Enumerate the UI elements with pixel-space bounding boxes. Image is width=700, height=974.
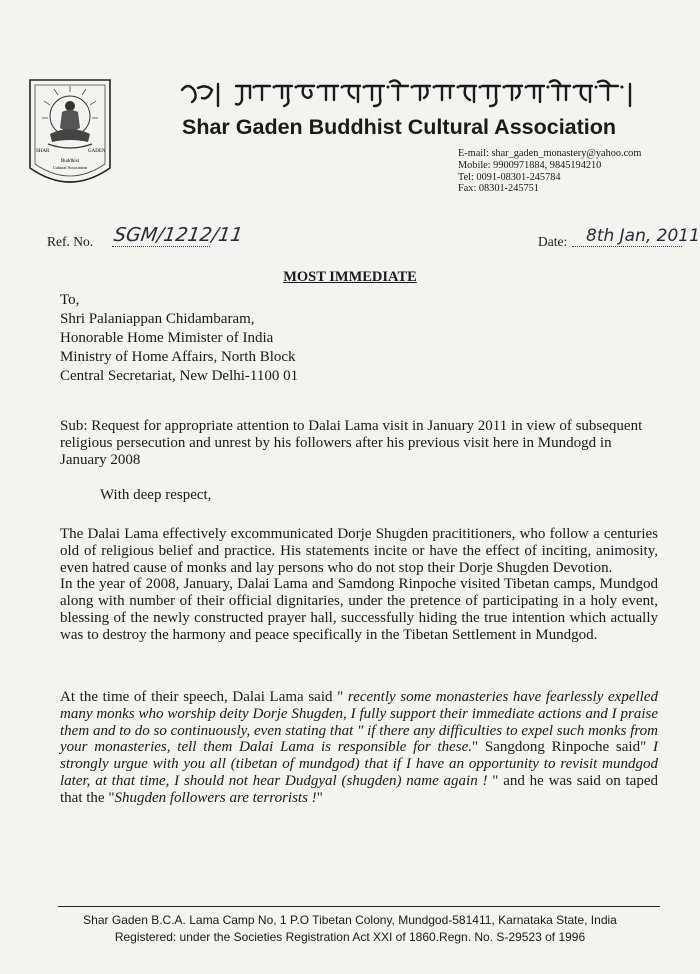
address-line: To, <box>60 292 80 308</box>
letter-heading <box>0 269 700 286</box>
address-line: Ministry of Home Affairs, North Block <box>60 349 296 365</box>
recipient-address <box>60 291 298 386</box>
body-paragraph-1 <box>60 526 658 644</box>
quote-text: " and he was said on taped that the " <box>60 772 658 806</box>
contact-email: E-mail: shar_gaden_monastery@yahoo.com <box>458 148 642 159</box>
greeting: With deep respect, <box>100 487 212 503</box>
footer-registration: Registered: under the Societies Registration Act XXI of 1860.Regn. No. S-29523 of 1996 <box>114 930 586 944</box>
address-line: Honorable Home Mimister of India <box>60 330 274 346</box>
date-label: Date: <box>538 234 568 249</box>
quote-text: At the time of their speech, Dalai Lama said " <box>60 689 348 705</box>
footer-divider <box>58 906 660 907</box>
ref-label: Ref. No. <box>47 234 94 249</box>
subject-line: Sub: Request for appropriate attention to Dalai Lama visit in January 2011 in view of subsequent religious persecution and unrest by his followers after his previous visit here in Mundogd in January 2008 <box>60 418 643 468</box>
quote-dalai-lama: recently some monasteries have fearlessly expelled many monks who worship deity Dorje Shugden, I fully support their immediate actions and I praise them and to do so continuously, even stating that " if there any difficulties to expel such monks from your monasteries, tell them Dalai Lama is responsible for these. <box>60 689 658 756</box>
logo-text-right: GADEN <box>88 149 106 154</box>
organization-name: Shar Gaden Buddhist Cultural Association <box>182 115 617 139</box>
association-logo <box>22 72 118 194</box>
ref-number-handwritten: SGM/1212/11 <box>112 224 245 246</box>
body-paragraph-2 <box>60 689 658 807</box>
contact-fax: Fax: 08301-245751 <box>458 183 539 195</box>
quote-rinpoche: I strongly urgue with you all (tibetan of mundgod) that if I have an opportunity to revisit mundgod later, at that time, I should not hear Dudgyal (shugden) name again ! <box>60 739 658 789</box>
footer <box>0 912 700 946</box>
heading-text: MOST IMMEDIATE <box>283 269 417 285</box>
quote-text: " Sangdong Rinpoche said" <box>472 739 653 756</box>
logo-text-left: SHAR <box>36 149 50 154</box>
contact-mobile: Mobile: 9900971884, 9845194210 <box>458 159 602 171</box>
tibetan-script-title <box>178 78 648 112</box>
quote-text: " <box>316 789 323 806</box>
date-handwritten: 8th Jan, 2011 <box>586 226 700 246</box>
body-paragraph-1a: The Dalai Lama effectively excommunicated Dorje Shugden pracititioners, who follow a centuries old of religious belief and practice. His statements incite or have the effect of inciting, animosity, even hatred cause of monks and lay persons who do not stop their Dorje Shugden Devotion. <box>60 526 658 576</box>
contact-block <box>458 148 641 195</box>
quote-terrorists: Shugden followers are terrorists ! <box>114 789 317 806</box>
body-paragraph-1b: In the year of 2008, January, Dalai Lama and Samdong Rinpoche visited Tibetan camps, Mundgod along with number of their official dignitaries, under the pretence of participating in a holy event, blessing of the newly constructed prayer hall, successfully hiding the true intention which actually was to destroy the harmony and peace specifically in the Tibetan Settlement in Mundgod. <box>60 576 658 643</box>
contact-tel: Tel: 0091-08301-245784 <box>458 171 561 183</box>
logo-text-bottom-2: Cultural Association <box>52 165 88 170</box>
address-line: Shri Palaniappan Chidambaram, <box>60 311 255 327</box>
date-dotted-line <box>572 246 682 247</box>
logo-text-bottom: Buddhist <box>60 159 80 164</box>
ref-dotted-line <box>112 246 210 247</box>
footer-address: Shar Gaden B.C.A. Lama Camp No, 1 P.O Tibetan Colony, Mundgod-581411, Karnataka State, India <box>83 913 617 927</box>
address-line: Central Secretariat, New Delhi-1100 01 <box>60 368 299 384</box>
